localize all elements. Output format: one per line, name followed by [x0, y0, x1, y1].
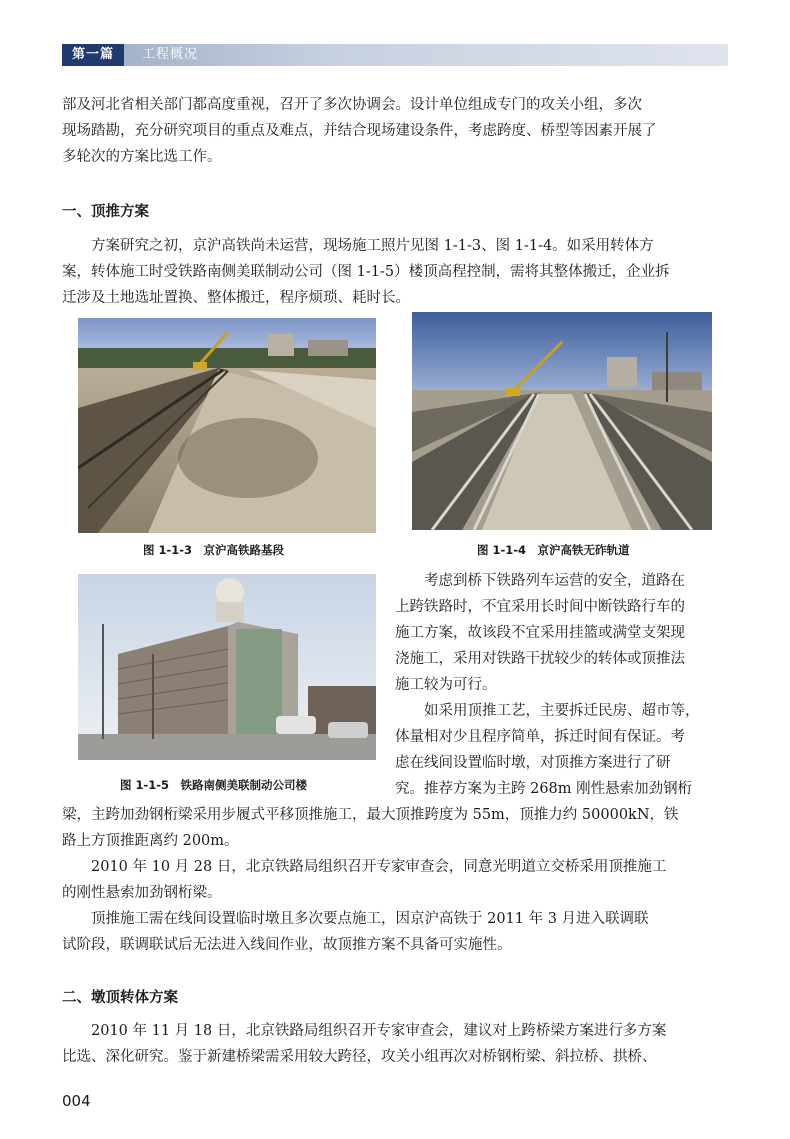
text-line: 2010 年 10 月 28 日，北京铁路局组织召开专家审查会，同意光明道立交桥采用顶推施工	[62, 859, 667, 875]
intro-paragraph	[62, 92, 728, 170]
text-line: 如采用顶推工艺，主要拆迁民房、超市等，	[395, 703, 700, 719]
text-line: 迁涉及土地选址置换、整体搬迁，程序烦琐、耗时长。	[62, 290, 410, 306]
chapter-label: 第一篇	[62, 44, 124, 66]
text-line: 顶推施工需在线间设置临时墩且多次要点施工，因京沪高铁于 2011 年 3 月进入联调联	[62, 911, 649, 927]
figure-caption: 图 1-1-5 铁路南侧美联制动公司楼	[120, 778, 308, 792]
text-line: 体量相对少且程序简单，拆迁时间有保证。考	[395, 729, 685, 745]
text-line: 虑在线间设置临时墩，对顶推方案进行了研	[395, 755, 671, 771]
text-line: 多轮次的方案比选工作。	[62, 149, 222, 165]
text-line: 考虑到桥下铁路列车运营的安全，道路在	[395, 573, 685, 589]
text-line: 梁，主跨加劲钢桁梁采用步履式平移顶推施工，最大顶推跨度为 55m，顶推力约 50000kN，铁	[62, 807, 679, 823]
section1-continuation	[62, 802, 728, 958]
photo-company-building	[78, 574, 376, 760]
figure-caption: 图 1-1-3 京沪高铁路基段	[143, 543, 285, 557]
section-heading-jacking: 一、顶推方案	[62, 204, 149, 220]
text-line: 施工较为可行。	[395, 677, 497, 693]
section1-paragraph	[62, 233, 728, 311]
text-line: 试阶段，联调联试后无法进入线间作业，故顶推方案不具备可实施性。	[62, 937, 512, 953]
text-line: 2010 年 11 月 18 日，北京铁路局组织召开专家审查会，建议对上跨桥梁方案进行多方案	[62, 1023, 667, 1039]
text-line: 上跨铁路时，不宜采用长时间中断铁路行车的	[395, 599, 685, 615]
page-number: 004	[62, 1092, 91, 1110]
text-line: 案，转体施工时受铁路南侧美联制动公司（图 1-1-5）楼顶高程控制，需将其整体搬迁，企业拆	[62, 264, 670, 280]
figure-caption: 图 1-1-4 京沪高铁无砟轨道	[477, 543, 630, 557]
text-line: 比选、深化研究。鉴于新建桥梁需采用较大跨径，攻关小组再次对桥钢桁梁、斜拉桥、拱桥、	[62, 1049, 657, 1065]
photo-ballastless-track	[412, 312, 712, 530]
text-line: 部及河北省相关部门都高度重视，召开了多次协调会。设计单位组成专门的攻关小组，多次	[62, 97, 642, 113]
chapter-header-bar	[62, 44, 728, 66]
text-line: 现场踏勘，充分研究项目的重点及难点，并结合现场建设条件，考虑跨度、桥型等因素开展了	[62, 123, 657, 139]
text-line: 究。推荐方案为主跨 268m 刚性悬索加劲钢桁	[395, 781, 693, 797]
text-line: 浇施工，采用对铁路干扰较少的转体或顶推法	[395, 651, 685, 667]
text-line: 方案研究之初，京沪高铁尚未运营，现场施工照片见图 1-1-3、图 1-1-4。如采用转体方	[62, 238, 654, 254]
text-line: 路上方顶推距离约 200m。	[62, 833, 239, 849]
chapter-title: 工程概况	[142, 47, 199, 62]
section-heading-rotation: 二、墩顶转体方案	[62, 990, 178, 1006]
text-line: 施工方案，故该段不宜采用挂篮或满堂支架现	[395, 625, 685, 641]
side-text-column	[395, 568, 728, 802]
text-line: 的刚性悬索加劲钢桁梁。	[62, 885, 222, 901]
photo-subgrade-section	[78, 318, 376, 533]
section2-paragraph	[62, 1018, 728, 1070]
